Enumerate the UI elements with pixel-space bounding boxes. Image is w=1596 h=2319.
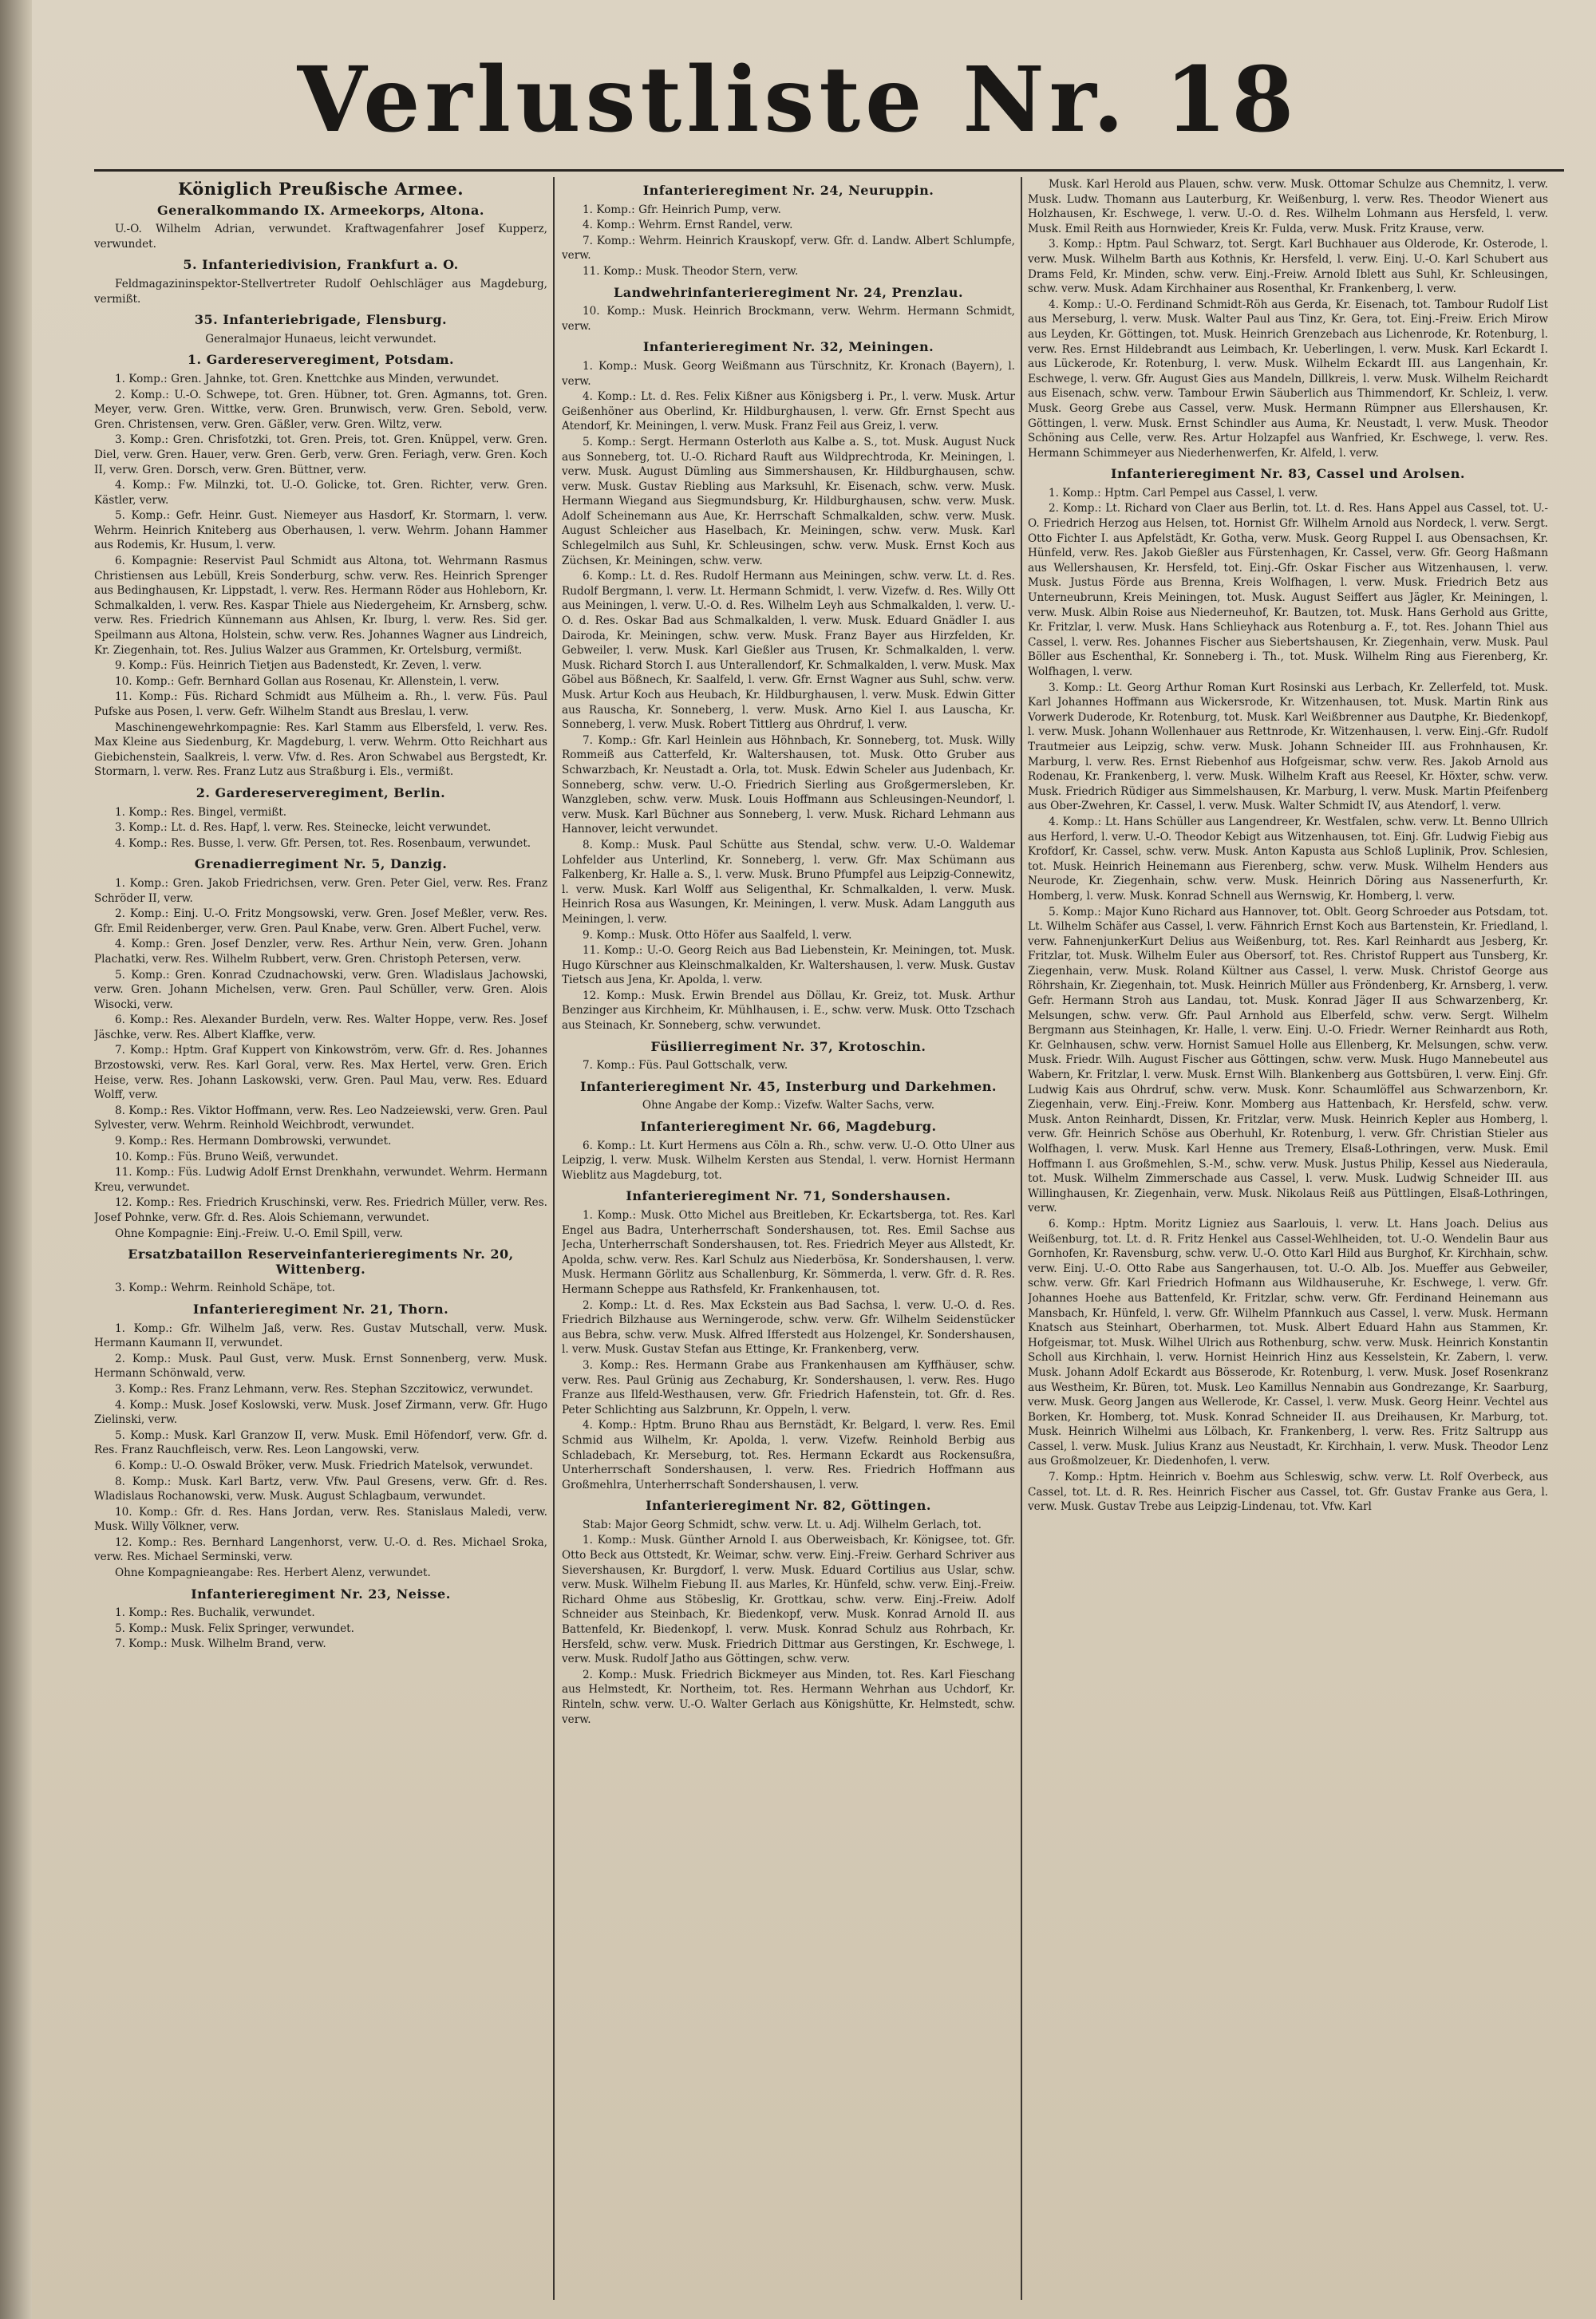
casualty-entry: 7. Komp.: Hptm. Graf Kuppert von Kinkowström, verw. Gfr. d. Res. Johannes Brzostowski, verw. Res. Karl Goral, verw. Res. Max Hertel, verw. Gren. Erich Heise, verw. Res. Johann Laskowski, verw. Gren. Paul Mau, verw. Res. Eduard Wolff, verw. (94, 1044, 547, 1102)
casualty-entry: 6. Komp.: Lt. d. Res. Rudolf Hermann aus Meiningen, schw. verw. Lt. d. Res. Rudolf Bergmann, l. verw. Lt. Hermann Schmidt, l. verw. Vizefw. d. Res. Willy Ott aus Meiningen, l. verw. U.-O. d. Res. Wilhelm Leyh aus Schmalkalden, l. verw. U.-O. d. Res. Oskar Bad aus Schmalkalden, l. verw. Musk. Eduard Gnädler I. aus Dairoda, Kr. Meiningen, schw. verw. Musk. Franz Bayer aus Hirzfelden, Kr. Gebweiler, l. verw. Musk. Karl Gießler aus Trusen, Kr. Schmalkalden, l. verw. Musk. Richard Storch I. aus Unterallendorf, Kr. Schmalkalden, l. verw. Musk. Max Göbel aus Bößnech, Kr. Saalfeld, l. verw. Gfr. Ernst Wagner aus Suhl, schw. verw. Musk. Artur Koch aus Heubach, Kr. Hildburghausen, l. verw. Musk. Edwin Gitter aus Rauscha, Kr. Sonneberg, l. verw. Musk. Arno Kiel I. aus Lauscha, Kr. Sonneberg, l. verw. Musk. Robert Tittlerg aus Ohrdruf, l. verw. (562, 570, 1015, 732)
section-heading: 1. Gardereserveregiment, Potsdam. (187, 352, 455, 368)
casualty-entry: Musk. Karl Herold aus Plauen, schw. verw. Musk. Ottomar Schulze aus Chemnitz, l. verw. Musk. Ludw. Thomann aus Lauterburg, Kr. Weißenburg, l. verw. Res. Theodor Wienert aus Holzhausen, Kr. Eschwege, l. verw. U.-O. d. Res. Wilhelm Lohmann aus Hersfeld, l. verw. Musk. Emil Reith aus Hornwieder, Kreis Kr. Fulda, verw. Musk. Fritz Krause, verw. (1028, 178, 1548, 235)
casualty-entry: 1. Komp.: Gren. Jakob Friedrichsen, verw. Gren. Peter Giel, verw. Res. Franz Schröder II, verw. (94, 876, 547, 905)
section-heading: 2. Gardereserveregiment, Berlin. (196, 784, 446, 800)
casualty-entry: 5. Komp.: Sergt. Hermann Osterloth aus Kalbe a. S., tot. Musk. August Nuck aus Sonneberg, tot. U.-O. Richard Rauft aus Wildprechtroda, Kr. Meiningen, l. verw. Musk. August Dümling aus Simmershausen, Kr. Hildburghausen, schw. verw. Musk. Gustav Riebling aus Marksuhl, Kr. Eisenach, schw. verw. Musk. Hermann Wiegand aus Siegmundsburg, Kr. Hildburghausen, schw. verw. Musk. Adolf Scheinemann aus Aue, Kr. Herrschaft Schmalkalden, schw. verw. Musk. August Schleicher aus Haselbach, Kr. Meiningen, schw. verw. Musk. Karl Schlegelmilch aus Suhl, Kr. Schleusingen, schw. verw. Musk. Ernst Koch aus Züchsen, Kr. Meiningen, schw. verw. (562, 435, 1015, 567)
casualty-entry: 8. Komp.: Res. Viktor Hoffmann, verw. Res. Leo Nadzeiewski, verw. Gren. Paul Sylvester, verw. Wehrm. Reinhold Weichbrodt, verwundet. (94, 1104, 547, 1132)
section-heading: Infanterieregiment Nr. 21, Thorn. (192, 1301, 449, 1317)
casualty-section (1028, 467, 1548, 1515)
casualty-entry: 12. Komp.: Res. Bernhard Langenhorst, verw. U.-O. d. Res. Michael Sroka, verw. Res. Michael Serminski, verw. (94, 1535, 547, 1564)
casualty-entry: 11. Komp.: U.-O. Georg Reich aus Bad Liebenstein, Kr. Meiningen, tot. Musk. Hugo Kürschner aus Kleinschmalkalden, Kr. Waltershausen, l. verw. Musk. Gustav Tietsch aus Jena, Kr. Apolda, l. verw. (562, 944, 1015, 987)
text-column-3 (1028, 177, 1548, 2300)
casualty-section (562, 1040, 1015, 1073)
casualty-entry: 8. Komp.: Musk. Paul Schütte aus Stendal, schw. verw. U.-O. Waldemar Lohfelder aus Unterlind, Kr. Sonneberg, l. verw. Gfr. Max Schümann aus Falkenberg, Kr. Halle a. S., l. verw. Musk. Bruno Pfumpfel aus Leipzig-Connewitz, l. verw. Musk. Karl Wolff aus Seligenthal, Kr. Schmalkalden, l. verw. Musk. Heinrich Rosa aus Wasungen, Kr. Meiningen, l. verw. Musk. Adam Langguth aus Meiningen, l. verw. (562, 838, 1015, 926)
section-heading: Landwehrinfanterieregiment Nr. 24, Prenzlau. (613, 284, 964, 300)
casualty-entry: 2. Komp.: Musk. Friedrich Bickmeyer aus Minden, tot. Res. Karl Fieschang aus Helmstedt, Kr. Northeim, tot. Res. Hermann Wehrhan aus Uchdorf, Kr. Rinteln, schw. verw. U.-O. Walter Gerlach aus Königshütte, Kr. Helmstedt, schw. verw. (562, 1668, 1015, 1726)
casualty-section (562, 1189, 1015, 1492)
casualty-entry: 1. Komp.: Musk. Günther Arnold I. aus Oberweisbach, Kr. Königsee, tot. Gfr. Otto Beck aus Ottstedt, Kr. Weimar, schw. verw. Einj.-Freiw. Gerhard Schriver aus Sievershausen, Kr. Burgdorf, l. verw. Musk. Eduard Cortilius aus Uslar, schw. verw. Musk. Wilhelm Fiebung II. aus Marles, Kr. Hünfeld, schw. verw. Einj.-Freiw. Richard Ohme aus Stöbeslig, Kr. Grottkau, schw. verw. Einj.-Freiw. Adolf Schneider aus Steinbach, Kr. Biedenkopf, verw. Musk. Konrad Arnold II. aus Battenfeld, Kr. Biedenkopf, l. verw. Musk. Konrad Schulz aus Rohrbach, Kr. Hersfeld, schw. verw. Musk. Friedrich Dittmar aus Gerstingen, Kr. Eschwege, l. verw. Musk. Rudolf Jatho aus Göttingen, schw. verw. (562, 1534, 1015, 1666)
casualty-entry: 8. Komp.: Musk. Karl Bartz, verw. Vfw. Paul Gresens, verw. Gfr. d. Res. Wladislaus Rochanowski, verw. Musk. August Schlagbaum, verwundet. (94, 1475, 547, 1503)
casualty-entry: 3. Komp.: Gren. Chrisfotzki, tot. Gren. Preis, tot. Gren. Knüppel, verw. Gren. Diel, verw. Gren. Hauer, verw. Gren. Gerb, verw. Gren. Feriagh, verw. Gren. Koch II, verw. Gren. Dorsch, verw. Gren. Büttner, verw. (94, 433, 547, 476)
section-heading: Infanterieregiment Nr. 32, Meiningen. (642, 339, 934, 355)
text-column-1 (94, 177, 547, 2300)
section-note: Generalmajor Hunaeus, leicht verwundet. (205, 332, 437, 346)
casualty-entry: 5. Komp.: Musk. Karl Granzow II, verw. Musk. Emil Höfendorf, verw. Gfr. d. Res. Franz Rauchfleisch, verw. Res. Leon Langowski, verw. (94, 1428, 547, 1457)
casualty-entry: 4. Komp.: Musk. Josef Koslowski, verw. Musk. Josef Zirmann, verw. Gfr. Hugo Zielinski, verw. (94, 1398, 547, 1427)
casualty-section (94, 786, 547, 851)
casualty-entry: 1. Komp.: Gren. Jahnke, tot. Gren. Knettchke aus Minden, verwundet. (115, 372, 500, 385)
casualty-entry: 11. Komp.: Füs. Richard Schmidt aus Mülheim a. Rh., l. verw. Füs. Paul Pufske aus Posen, l. verw. Gefr. Wilhelm Standt aus Breslau, l. verw. (94, 690, 547, 718)
casualty-entry: 4. Komp.: Res. Busse, l. verw. Gfr. Persen, tot. Res. Rosenbaum, verwundet. (115, 836, 531, 850)
casualty-entry: 1. Komp.: Musk. Otto Michel aus Breitleben, Kr. Eckartsberga, tot. Res. Karl Engel aus Badra, Unterherrschaft Sondershausen, tot. Res. Emil Sachse aus Jecha, Unterherrschaft Sondershausen, tot. Res. Friedrich Meyer aus Allstedt, Kr. Apolda, schw. verw. Res. Karl Schulz aus Niederbösa, Kr. Sondershausen, l. verw. Musk. Hermann Görlitz aus Schallenburg, Kr. Sömmerda, l. verw. Gfr. d. R. Res. Hermann Scheppe aus Rathsfeld, Kr. Frankenhausen, tot. (562, 1209, 1015, 1296)
casualty-section (94, 258, 547, 306)
casualty-entry: 1. Komp.: Musk. Georg Weißmann aus Türschnitz, Kr. Kronach (Bayern), l. verw. (562, 359, 1015, 388)
casualty-section (94, 203, 547, 252)
casualty-entry: 3. Komp.: Wehrm. Reinhold Schäpe, tot. (115, 1282, 336, 1295)
casualty-section (562, 286, 1015, 334)
casualty-entry: 10. Komp.: Gfr. d. Res. Hans Jordan, verw. Res. Stanislaus Maledi, verw. Musk. Willy Völkner, verw. (94, 1505, 547, 1534)
casualty-section (562, 1080, 1015, 1113)
column-divider (553, 177, 555, 2300)
casualty-entry: 3. Komp.: Hptm. Paul Schwarz, tot. Sergt. Karl Buchhauer aus Olderode, Kr. Osterode, l. verw. Musk. Wilhelm Barth aus Kothnis, Kr. Hersfeld, l. verw. Einj. U.-O. Karl Schubert aus Drams Feld, Kr. Minden, schw. verw. Einj.-Freiw. Arnold Iblett aus Suhl, Kr. Schleusingen, schw. verw. Musk. Adam Kirchhainer aus Rosenthal, Kr. Frankenberg, l. verw. (1028, 238, 1548, 296)
section-heading: Füsilierregiment Nr. 37, Krotoschin. (650, 1038, 926, 1054)
casualty-entry: Stab: Major Georg Schmidt, schw. verw. Lt. u. Adj. Wilhelm Gerlach, tot. (583, 1518, 982, 1531)
section-heading: 5. Infanteriedivision, Frankfurt a. O. (183, 257, 459, 273)
casualty-entry: 6. Kompagnie: Reservist Paul Schmidt aus Altona, tot. Wehrmann Rasmus Christiensen aus Lebüll, Kreis Sonderburg, schw. verw. Res. Heinrich Sprenger aus Bedinghausen, Kr. Lippstadt, l. verw. Res. Hermann Röder aus Hohleborn, Kr. Schmalkalden, l. verw. Res. Kaspar Thiele aus Niedergeheim, Kr. Arnsberg, schw. verw. Res. Friedrich Künnemann aus Ahlsen, Kr. Iburg, l. verw. Res. Sid ger. Speilmann aus Altona, Holstein, schw. verw. Res. Johannes Wagner aus Lindreich, Kr. Ziegenhain, tot. Res. Julius Walzer aus Grammen, Kr. Ortelsburg, vermißt. (94, 555, 547, 657)
casualty-entry: 12. Komp.: Res. Friedrich Kruschinski, verw. Res. Friedrich Müller, verw. Res. Josef Pohnke, verw. Gfr. d. Res. Alois Schiemann, verwundet. (94, 1196, 547, 1224)
casualty-entry: 1. Komp.: Gfr. Heinrich Pump, verw. (583, 203, 781, 216)
casualty-entry: 2. Komp.: U.-O. Schwepe, tot. Gren. Hübner, tot. Gren. Agmanns, tot. Gren. Meyer, verw. Gren. Wittke, verw. Gren. Brunwisch, verw. Gren. Sebold, verw. Gren. Christensen, verw. Gren. Gäßler, verw. Gren. Wiltz, verw. (94, 388, 547, 431)
casualty-entry: 12. Komp.: Musk. Erwin Brendel aus Döllau, Kr. Greiz, tot. Musk. Arthur Benzinger aus Kirchheim, Kr. Mühlhausen, i. E., schw. verw. Musk. Otto Tzschach aus Steinach, Kr. Sonneberg, schw. verwundet. (562, 989, 1015, 1033)
section-heading: Infanterieregiment Nr. 66, Magdeburg. (640, 1119, 937, 1135)
casualty-entry: 7. Komp.: Gfr. Karl Heinlein aus Höhnbach, Kr. Sonneberg, tot. Musk. Willy Rommeiß aus Catterfeld, Kr. Waltershausen, tot. Musk. Otto Gruber aus Schwarzbach, Kr. Neustadt a. Orla, tot. Musk. Edwin Scheler aus Judenbach, Kr. Sonneberg, schw. verw. U.-O. Friedrich Sierling aus Großgermersleben, Kr. Wanzgleben, schw. verw. Musk. Louis Hoffmann aus Schleusingen-Neundorf, l. verw. Musk. Karl Büchner aus Sonneberg, l. verw. Musk. Richard Lehmann aus Hannover, leicht verwundet. (562, 733, 1015, 836)
section-heading: 35. Infanteriebrigade, Flensburg. (194, 312, 448, 328)
casualty-entry: Feldmagazininspektor-Stellvertreter Rudolf Oehlschläger aus Magdeburg, vermißt. (94, 277, 547, 306)
casualty-entry: 5. Komp.: Gefr. Heinr. Gust. Niemeyer aus Hasdorf, Kr. Stormarn, l. verw. Wehrm. Heinrich Kniteberg aus Oberhausen, l. verw. Wehrm. Johann Hammer aus Rodemis, Kr. Husum, l. verw. (94, 509, 547, 552)
casualty-section (94, 353, 547, 780)
casualty-entry: 2. Komp.: Musk. Paul Gust, verw. Musk. Ernst Sonnenberg, verw. Musk. Hermann Schönwald, verw. (94, 1352, 547, 1381)
casualty-section (94, 1302, 547, 1581)
casualty-entry: 10. Komp.: Füs. Bruno Weiß, verwundet. (115, 1150, 338, 1163)
section-heading: Infanterieregiment Nr. 45, Insterburg und Darkehmen. (579, 1078, 997, 1094)
casualty-entry: 10. Komp.: Musk. Heinrich Brockmann, verw. Wehrm. Hermann Schmidt, verw. (562, 305, 1015, 333)
casualty-section (562, 340, 1015, 1033)
casualty-section (94, 179, 547, 199)
casualty-entry: 4. Komp.: Gren. Josef Denzler, verw. Res. Arthur Nein, verw. Gren. Johann Plachatki, verw. Res. Wilhelm Rubbert, verw. Gren. Christoph Petersen, verw. (94, 938, 547, 966)
casualty-entry: 9. Komp.: Musk. Otto Höfer aus Saalfeld, l. verw. (583, 928, 852, 942)
casualty-entry: Ohne Kompagnieangabe: Res. Herbert Alenz, verwundet. (115, 1566, 431, 1580)
casualty-entry: 3. Komp.: Lt. Georg Arthur Roman Kurt Rosinski aus Lerbach, Kr. Zellerfeld, tot. Musk. Karl Johannes Hoffmann aus Wickersrode, Kr. Witzenhausen, tot. Musk. Martin Rink aus Vorwerk Duderode, Kr. Rotenburg, tot. Musk. Karl Weißbrenner aus Dautphe, Kr. Biedenkopf, l. verw. Musk. Johann Wollenhauer aus Rettnrode, Kr. Witzenhausen, l. verw. Einj.-Gfr. Rudolf Trautmeier aus Leipzig, schw. verw. Musk. Johann Schneider III. aus Frohnhausen, Kr. Marburg, l. verw. Res. Ernst Riebenhof aus Hofgeismar, schw. verw. Res. Jakob Arnold aus Rodenau, Kr. Frankenberg, l. verw. Musk. Wilhelm Kraft aus Reesel, Kr. Höxter, schw. verw. Musk. Friedrich Rüdiger aus Simmelshausen, Kr. Marburg, l. verw. Musk. Martin Pfeifenberg aus Ober-Zwehren, Kr. Cassel, l. verw. Musk. Walter Schmidt IV, aus Atendorf, l. verw. (1028, 681, 1548, 813)
casualty-entry: 9. Komp.: Füs. Heinrich Tietjen aus Badenstedt, Kr. Zeven, l. verw. (115, 659, 482, 673)
section-heading: Generalkommando IX. Armeekorps, Altona. (157, 202, 484, 218)
casualty-entry: Ohne Kompagnie: Einj.-Freiw. U.-O. Emil Spill, verw. (115, 1227, 403, 1240)
section-heading: Grenadierregiment Nr. 5, Danzig. (194, 856, 448, 872)
casualty-section (94, 857, 547, 1241)
section-heading: Infanterieregiment Nr. 23, Neisse. (191, 1586, 451, 1602)
casualty-entry: 9. Komp.: Res. Hermann Dombrowski, verwundet. (115, 1135, 392, 1148)
casualty-entry: 3. Komp.: Lt. d. Res. Hapf, l. verw. Res. Steinecke, leicht verwundet. (115, 821, 492, 835)
casualty-entry: 5. Komp.: Musk. Felix Springer, verwundet. (115, 1622, 354, 1635)
section-note: Ohne Angabe der Komp.: Vizefw. Walter Sachs, verw. (642, 1099, 935, 1112)
section-heading: Infanterieregiment Nr. 71, Sondershausen. (626, 1188, 951, 1204)
column-divider (1021, 177, 1022, 2300)
section-heading: Infanterieregiment Nr. 82, Göttingen. (646, 1498, 931, 1514)
casualty-entry: 3. Komp.: Res. Hermann Grabe aus Frankenhausen am Kyffhäuser, schw. verw. Res. Paul Grünig aus Zechaburg, Kr. Sondershausen, l. verw. Res. Hugo Franze aus Ilfeld-Westhausen, verw. Gfr. Friedrich Hafenstein, tot. Gfr. d. Res. Peter Schlichting aus Salzbrunn, Kr. Oppeln, l. verw. (562, 1358, 1015, 1416)
casualty-section (94, 1587, 547, 1652)
casualty-section (562, 1499, 1015, 1727)
title-divider (94, 169, 1564, 172)
casualty-entry: 2. Komp.: Lt. Richard von Claer aus Berlin, tot. Lt. d. Res. Hans Appel aus Cassel, tot. U.-O. Friedrich Herzog aus Helsen, tot. Hornist Gfr. Wilhelm Arnold aus Nordeck, l. verw. Sergt. Otto Fichter I. aus Apfelstädt, Kr. Gotha, verw. Musk. Georg Ruppel I. aus Obensachsen, Kr. Hünfeld, verw. Res. Jakob Gießler aus Fürstenhagen, Kr. Cassel, verw. Gfr. Georg Haßmann aus Wellershausen, Kr. Hersfeld, tot. Einj.-Gfr. Oskar Fischer aus Witzenhausen, l. verw. Musk. Justus Förde aus Brenna, Kreis Wolfhagen, l. verw. Musk. Friedrich Betz aus Unterneubrunn, Kreis Meiningen, tot. Musk. August Seiffert aus Jägler, Kr. Meiningen, l. verw. Musk. Albin Roise aus Niederneuhof, Kr. Bautzen, tot. Musk. Hans Gerhold aus Gritte, Kr. Fritzlar, l. verw. Musk. Hans Schlieyhack aus Rotenburg a. F., tot. Res. Johann Thiel aus Cassel, l. verw. Res. Johannes Fischer aus Siebertshausen, Kr. Ziegenhain, verw. Musk. Paul Böller aus Eschenthal, Kr. Sonneberg i. Th., tot. Musk. Wilhelm Ring aus Fierenberg, Kr. Wolfhagen, l. verw. (1028, 502, 1548, 678)
casualty-entry: 6. Komp.: U.-O. Oswald Bröker, verw. Musk. Friedrich Matelsok, verwundet. (115, 1459, 533, 1472)
casualty-entry: 6. Komp.: Res. Alexander Burdeln, verw. Res. Walter Hoppe, verw. Res. Josef Jäschke, verw. Res. Albert Klaffke, verw. (94, 1013, 547, 1041)
casualty-entry: 2. Komp.: Lt. d. Res. Max Eckstein aus Bad Sachsa, l. verw. U.-O. d. Res. Friedrich Bilzhause aus Werningerode, schw. verw. Gfr. Wilhelm Seidenstücker aus Bebra, schw. verw. Musk. Alfred Ifferstedt aus Holzengel, Kr. Sondershausen, l. verw. Musk. Gustav Stefan aus Ettinge, Kr. Frankenberg, verw. (562, 1298, 1015, 1357)
section-heading: Königlich Preußische Armee. (177, 179, 464, 199)
casualty-entry: 7. Komp.: Wehrm. Heinrich Krauskopf, verw. Gfr. d. Landw. Albert Schlumpfe, verw. (562, 234, 1015, 263)
casualty-entry: 11. Komp.: Füs. Ludwig Adolf Ernst Drenkhahn, verwundet. Wehrm. Hermann Kreu, verwundet. (94, 1166, 547, 1194)
casualty-entry: 3. Komp.: Res. Franz Lehmann, verw. Res. Stephan Szczitowicz, verwundet. (115, 1382, 534, 1396)
section-heading: Ersatzbataillon Reserveinfanterieregiments Nr. 20, Wittenberg. (128, 1246, 514, 1277)
casualty-entry: 5. Komp.: Major Kuno Richard aus Hannover, tot. Oblt. Georg Schroeder aus Potsdam, tot. Lt. Wilhelm Schäfer aus Cassel, l. verw. Fähnrich Ernst Koch aus Bartenstein, Kr. Friedland, l. verw. FahnenjunkerKurt Delius aus Weißenburg, tot. Res. Karl Reinhardt aus Jesberg, Kr. Fritzlar, tot. Musk. Wilhelm Euler aus Obersorf, tot. Res. Christof Ruppert aus Tunsberg, Kr. Ziegenhain, verw. Musk. Roland Kültner aus Cassel, l. verw. Musk. Christof George aus Röhrshain, Kr. Ziegenhain, tot. Musk. Heinrich Müller aus Fröndenberg, Kr. Arnsberg, l. verw. Gefr. Hermann Stroh aus Landau, tot. Musk. Konrad Jäger II aus Schwarzenberg, Kr. Melsungen, schw. verw. Gfr. Paul Arnhold aus Elberfeld, schw. verw. Sergt. Wilhelm Bergmann aus Steinhagen, Kr. Halle, l. verw. Einj. U.-O. Friedr. Werner Reinhardt aus Roth, Kr. Gelnhausen, schw. verw. Hornist Samuel Holle aus Ellenberg, Kr. Melsungen, schw. verw. Musk. Friedr. Wilh. August Fischer aus Göttingen, schw. verw. Musk. Hugo Mannebeutel aus Wabern, Kr. Fritzlar, l. verw. Musk. Ernst Wilh. Blankenberg aus Gottsbüren, l. verw. Einj. Gfr. Ludwig Kais aus Ohrdruf, schw. verw. Musk. Konr. Schaumlöffel aus Schwarzenborn, Kr. Ziegenhain, verw. Einj.-Freiw. Konr. Momberg aus Hattenbach, Kr. Hersfeld, schw. verw. Musk. Anton Reinhardt, Dissen, Kr. Fritzlar, verw. Musk. Heinrich Kepler aus Homberg, l. verw. Gfr. Heinrich Schöse aus Oberhuhl, Kr. Rotenburg, l. verw. Gfr. Christian Stieler aus Wolfhagen, l. verw. Musk. Karl Henne aus Tremery, Elsaß-Lothringen, verw. Musk. Emil Hoffmann I. aus Großmehlen, S.-M., schw. verw. Musk. Justus Philip, Kessel aus Niederaula, tot. Musk. Wilhelm Zimmerschade aus Cassel, l. verw. Musk. Ludwig Schneider III. aus Willinghausen, Kr. Ziegenhain, verw. Musk. Nikolaus Reiß aus Püttlingen, Elsaß-Lothringen, verw. (1028, 905, 1548, 1215)
casualty-entry: 6. Komp.: Lt. Kurt Hermens aus Cöln a. Rh., schw. verw. U.-O. Otto Ulner aus Leipzig, l. verw. Musk. Wilhelm Kersten aus Stendal, l. verw. Hornist Hermann Wieblitz aus Magdeburg, tot. (562, 1139, 1015, 1182)
casualty-entry: 7. Komp.: Musk. Wilhelm Brand, verw. (115, 1638, 326, 1651)
page-edge-shadow (0, 0, 32, 2319)
casualty-entry: 7. Komp.: Hptm. Heinrich v. Boehm aus Schleswig, schw. verw. Lt. Rolf Overbeck, aus Cassel, tot. Lt. d. R. Res. Heinrich Fischer aus Cassel, tot. Gfr. Gustav Franke aus Gera, l. verw. Musk. Gustav Trebe aus Leipzig-Lindenau, tot. Vfw. Karl (1028, 1471, 1548, 1514)
casualty-entry: Maschinengewehrkompagnie: Res. Karl Stamm aus Elbersfeld, l. verw. Res. Max Kleine aus Siedenburg, Kr. Magdeburg, l. verw. Wehrm. Otto Reichhart aus Giebichenstein, Saalkreis, l. verw. Vfw. d. Res. Aron Schwabel aus Bergstedt, Kr. Stormarn, l. verw. Res. Franz Lutz aus Straßburg i. Els., vermißt. (94, 721, 547, 779)
casualty-entry: 4. Komp.: Fw. Milnzki, tot. U.-O. Golicke, tot. Gren. Richter, verw. Gren. Kästler, verw. (94, 479, 547, 507)
casualty-entry: 1. Komp.: Hptm. Carl Pempel aus Cassel, l. verw. (1049, 486, 1318, 500)
casualty-entry: 4. Komp.: Hptm. Bruno Rhau aus Bernstädt, Kr. Belgard, l. verw. Res. Emil Schmid aus Wilhelm, Kr. Apolda, l. verw. Vizefw. Reinhold Berbig aus Schladebach, Kr. Merseburg, tot. Res. Hermann Eckardt aus Rockensußra, Unterherrschaft Sondershausen, l. verw. Res. Friedrich Hoffmann aus Großmehlra, Unterherrschaft Sondershausen, l. verw. (562, 1419, 1015, 1491)
casualty-entry: 11. Komp.: Musk. Theodor Stern, verw. (583, 264, 799, 278)
casualty-entry: 5. Komp.: Gren. Konrad Czudnachowski, verw. Gren. Wladislaus Jachowski, verw. Gren. Johann Michelsen, verw. Gren. Paul Schüller, verw. Gren. Alois Wisocki, verw. (94, 968, 547, 1011)
casualty-entry: 4. Komp.: U.-O. Ferdinand Schmidt-Röh aus Gerda, Kr. Eisenach, tot. Tambour Rudolf List aus Merseburg, l. verw. Musk. Walter Paul aus Tinz, Kr. Gera, tot. Einj.-Freiw. Erich Mirow aus Leyden, Kr. Göttingen, tot. Musk. Heinrich Grenzebach aus Lichenrode, Kr. Rotenburg, l. verw. Res. Ernst Hildebrandt aus Leimbach, Kr. Ueberlingen, l. verw. Musk. Karl Eckardt I. aus Lückerode, Kr. Rotenburg, l. verw. Musk. Wilhelm Eckardt III. aus Langenhain, Kr. Eschwege, l. verw. Gfr. August Gies aus Mandeln, Dillkreis, l. verw. Musk. Wilhelm Reichardt aus Eisenach, schw. verw. Tambour Erwin Säuberlich aus Thimmendorf, Kr. Schleiz, l. verw. Musk. Georg Grebe aus Cassel, verw. Musk. Hermann Rümpner aus Ellershausen, Kr. Göttingen, l. verw. Musk. Ernst Schindler aus Auma, Kr. Neustadt, l. verw. Musk. Theodor Schöning aus Celle, verw. Res. Artur Holzapfel aus Wanfried, Kr. Eschwege, l. verw. Res. Hermann Schimmeyer aus Niederhenwerfen, Kr. Alfeld, l. verw. (1028, 298, 1548, 460)
casualty-entry: 7. Komp.: Füs. Paul Gottschalk, verw. (583, 1059, 788, 1073)
casualty-section (94, 1247, 547, 1296)
text-column-2 (562, 177, 1015, 2300)
casualty-entry: 10. Komp.: Gefr. Bernhard Gollan aus Rosenau, Kr. Allenstein, l. verw. (115, 674, 500, 688)
casualty-entry: 1. Komp.: Gfr. Wilhelm Jaß, verw. Res. Gustav Mutschall, verw. Musk. Hermann Kaumann II, verwundet. (94, 1321, 547, 1350)
casualty-entry: 1. Komp.: Res. Bingel, vermißt. (115, 805, 287, 819)
casualty-section (562, 184, 1015, 279)
casualty-entry: 6. Komp.: Hptm. Moritz Ligniez aus Saarlouis, l. verw. Lt. Hans Joach. Delius aus Weißenburg, tot. Lt. d. R. Fritz Henkel aus Cassel-Wehlheiden, tot. U.-O. Wendelin Baur aus Gornhofen, Kr. Ravensburg, schw. verw. U.-O. Otto Karl Hild aus Burghof, Kr. Kirchhain, schw. verw. Einj. U.-O. Otto Rabe aus Sangerhausen, tot. U.-O. Alb. Jos. Mueffer aus Gebweiler, schw. verw. Gfr. Karl Friedrich Hofmann aus Wildhauseruhe, Kr. Eschwege, l. verw. Gfr. Johannes Hoehe aus Battenfeld, Kr. Fritzlar, schw. verw. Gfr. Ferdinand Heinemann aus Mansbach, Kr. Hünfeld, l. verw. Gfr. Wilhelm Pfannkuch aus Cassel, l. verw. Musk. Hermann Knatsch aus Steinhart, Oberharmen, tot. Musk. Albert Eduard Hahn aus Stammen, Kr. Hofgeismar, tot. Musk. Wilhel Ulrich aus Rothenburg, schw. verw. Musk. Heinrich Konstantin Scholl aus Kirchhain, l. verw. Hornist Heinrich Hinz aus Kesselstein, Kr. Zabern, l. verw. Musk. Johann Adolf Eckardt aus Bösserode, Kr. Rotenburg, l. verw. Musk. Josef Rosenkranz aus Westheim, Kr. Büren, tot. Musk. Leo Kamillus Nennabin aus Gondrezange, Kr. Saarburg, verw. Musk. Georg Jangen aus Wellerode, Kr. Cassel, l. verw. Musk. Georg Heinr. Vechtel aus Borken, Kr. Homberg, tot. Musk. Konrad Schneider II. aus Dreihausen, Kr. Marburg, tot. Musk. Heinrich Wilhelmi aus Lölbach, Kr. Frankenberg, l. verw. Res. Fritz Saltrupp aus Cassel, l. verw. Musk. Julius Kranz aus Neustadt, Kr. Kirchhain, l. verw. Musk. Theodor Lenz aus Großmolzeuer, Kr. Diedenhofen, l. verw. (1028, 1217, 1548, 1468)
casualty-entry: 4. Komp.: Wehrm. Ernst Randel, verw. (583, 219, 793, 232)
casualty-section (1028, 177, 1548, 460)
section-heading: Infanterieregiment Nr. 83, Cassel und Arolsen. (1111, 466, 1465, 482)
casualty-entry: U.-O. Wilhelm Adrian, verwundet. Kraftwagenfahrer Josef Kupperz, verwundet. (94, 223, 547, 251)
section-heading: Infanterieregiment Nr. 24, Neuruppin. (642, 183, 934, 198)
page-title: Verlustliste Nr. 18 (297, 48, 1299, 152)
casualty-entry: 2. Komp.: Einj. U.-O. Fritz Mongsowski, verw. Gren. Josef Meßler, verw. Res. Gfr. Emil Reidenberger, verw. Gren. Paul Knabe, verw. Gren. Albert Fuchel, verw. (94, 907, 547, 935)
casualty-entry: 1. Komp.: Res. Buchalik, verwundet. (115, 1606, 315, 1620)
casualty-entry: 4. Komp.: Lt. d. Res. Felix Kißner aus Königsberg i. Pr., l. verw. Musk. Artur Geißenhöner aus Oberlind, Kr. Hildburghausen, l. verw. Gfr. Ernst Specht aus Atendorf, Kr. Meiningen, l. verw. Musk. Franz Feil aus Greiz, l. verw. (562, 390, 1015, 433)
casualty-section (94, 313, 547, 346)
casualty-section (562, 1120, 1015, 1183)
casualty-entry: 4. Komp.: Lt. Hans Schüller aus Langendreer, Kr. Westfalen, schw. verw. Lt. Benno Ullrich aus Herford, l. verw. U.-O. Theodor Kebigt aus Witzenhausen, tot. Einj. Gfr. Ludwig Fiebig aus Krofdorf, Kr. Cassel, schw. verw. Musk. Anton Kapusta aus Schloß Luplinik, Prov. Schlesien, tot. Musk. Heinrich Heinemann aus Fierenberg, schw. verw. Musk. Wilhelm Henders aus Neurode, Kr. Ziegenhain, schw. verw. Musk. Heinrich Döring aus Nassenerfurth, Kr. Homberg, l. verw. Musk. Konrad Schnell aus Wernswig, Kr. Homberg, l. verw. (1028, 815, 1548, 903)
